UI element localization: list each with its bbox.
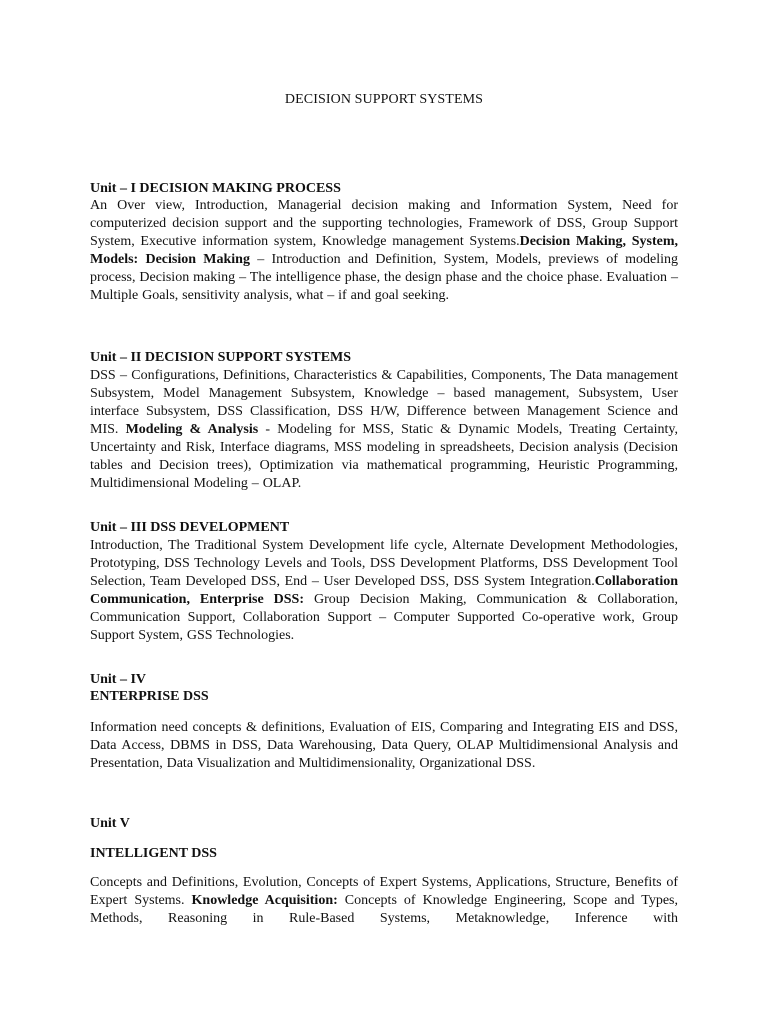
unit-3-bold-topic: Collaboration Communication, Enterprise DSS: xyxy=(90,574,678,607)
unit-5-subheading: INTELLIGENT DSS xyxy=(90,846,217,861)
unit-5-text: Concepts and Definitions, Evolution, Concepts of Expert Systems, Applications, Structure, Benefits of Expert Systems. xyxy=(90,875,678,908)
unit-5-content xyxy=(90,874,678,928)
unit-4-content xyxy=(90,719,678,773)
unit-1-text-cont: – Introduction and Definition, System, Models, previews of modeling process, Decision making – The intelligence phase, the design phase and the choice phase. Evaluation – Multiple Goals, sensitivity analysis, what – if and goal seeking. xyxy=(90,252,678,303)
unit-3-text-cont: Group Decision Making, Communication & Collaboration, Communication Support, Collaboration Support – Computer Supported Co-operative work, Group Support System, GSS Technologies. xyxy=(90,592,678,643)
unit-2-heading: Unit – II DECISION SUPPORT SYSTEMS xyxy=(90,350,352,365)
unit-3-text: Introduction, The Traditional System Development life cycle, Alternate Development Methodologies, Prototyping, DSS Technology Levels and Tools, DSS Development Platforms, DSS Development Tool Selection, Team Developed DSS, End – User Developed DSS, DSS System Integration. xyxy=(90,538,678,589)
unit-2-text: DSS – Configurations, Definitions, Characteristics & Capabilities, Components, The Data management Subsystem, Model Management Subsystem, Knowledge – based management, Subsystem, User interface Subsystem, DSS Classification, DSS H/W, Difference between Management Science and MIS. xyxy=(90,368,678,437)
unit-2-content xyxy=(90,367,678,493)
unit-1-content xyxy=(90,197,678,305)
unit-2-bold-topic: Modeling & Analysis xyxy=(125,422,259,437)
unit-1-text: An Over view, Introduction, Managerial decision making and Information System, Need for computerized decision support and the supporting technologies, Framework of DSS, Group Support System, Executive information system, Knowledge management Systems. xyxy=(90,198,678,249)
unit-3-content xyxy=(90,537,678,645)
unit-3-heading: Unit – III DSS DEVELOPMENT xyxy=(90,520,290,535)
unit-4-text: Information need concepts & definitions, Evaluation of EIS, Comparing and Integrating EIS and DSS, Data Access, DBMS in DSS, Data Warehousing, Data Query, OLAP Multidimensional Analysis and Presentation, Data Visualization and Multidimensionality, Organizational DSS. xyxy=(90,720,678,771)
unit-5-text-cont: Concepts of Knowledge Engineering, Scope and Types, Methods, Reasoning in Rule-Based Systems, Metaknowledge, Inference with xyxy=(90,893,678,926)
document-title: DECISION SUPPORT SYSTEMS xyxy=(284,92,484,107)
unit-4-subheading: ENTERPRISE DSS xyxy=(90,689,209,704)
unit-4-heading: Unit – IV xyxy=(90,672,147,687)
unit-1-heading: Unit – I DECISION MAKING PROCESS xyxy=(90,181,341,196)
unit-2-text-cont: - Modeling for MSS, Static & Dynamic Models, Treating Certainty, Uncertainty and Risk, Interface diagrams, MSS modeling in spreadsheets, Decision analysis (Decision tables and Decision trees), Optimization via mathematical programming, Heuristic Programming, Multidimensional Modeling – OLAP. xyxy=(90,422,679,491)
unit-1-bold-topic: Decision Making, System, Models: Decision Making xyxy=(90,234,678,267)
unit-5-heading: Unit V xyxy=(90,816,130,831)
unit-5-bold-topic: Knowledge Acquisition: xyxy=(191,893,338,908)
